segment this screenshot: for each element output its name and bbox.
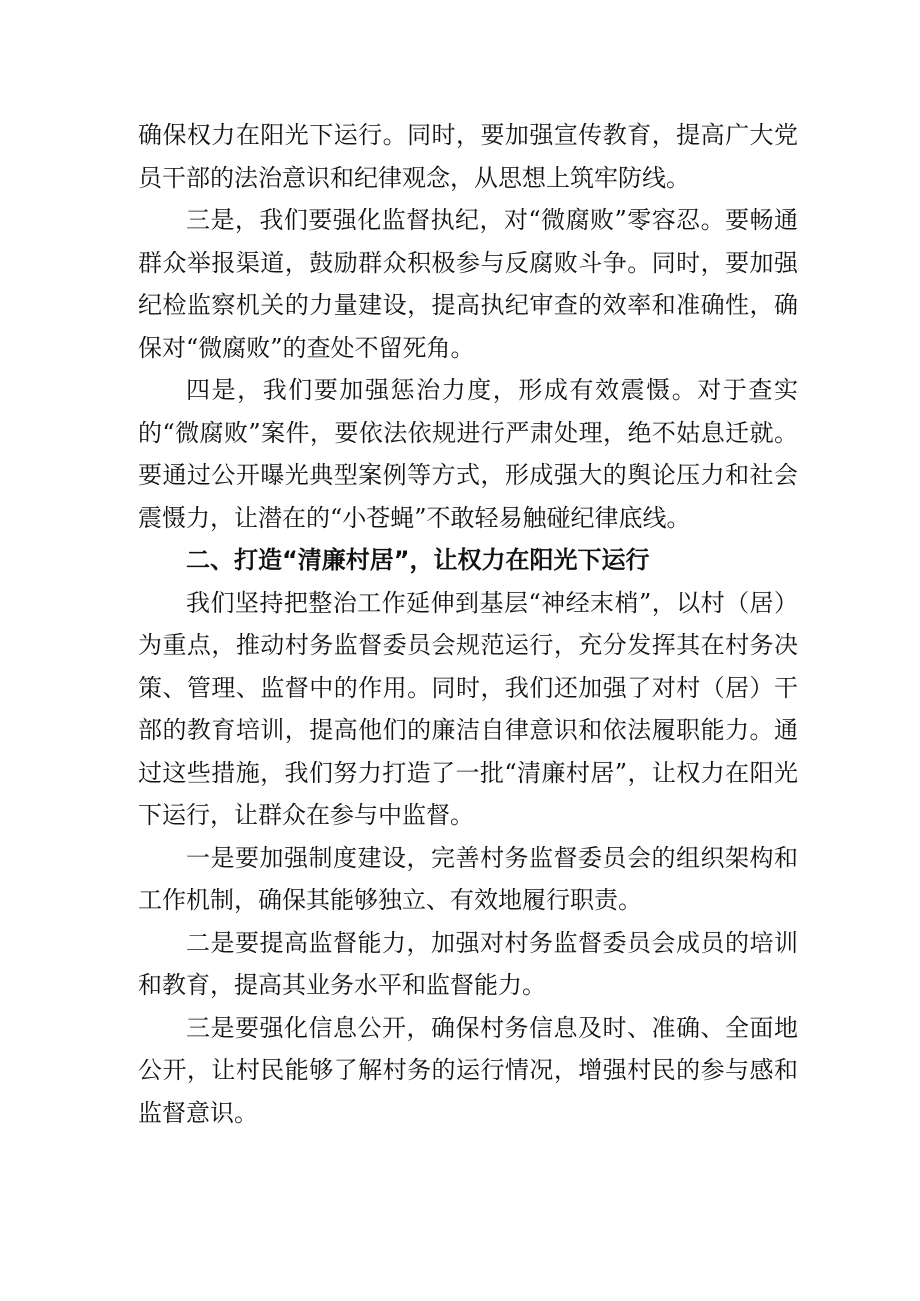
paragraph-continuation: 确保权力在阳光下运行。同时，要加强宣传教育，提高广大党员干部的法治意识和纪律观念，从思想上筑牢防线。 [138, 121, 798, 192]
paragraph-point-three-supervision: 三是，我们要强化监督执纪，对“微腐败”零容忍。要畅通群众举报渠道，鼓励群众积极参与反腐败斗争。同时，要加强纪检监察机关的力量建设，提高执纪审查的效率和准确性，确保对“微腐败”的查处不留死角。 [138, 206, 798, 362]
paragraph-section-intro: 我们坚持把整治工作延伸到基层“神经末梢”，以村（居）为重点，推动村务监督委员会规范运行，充分发挥其在村务决策、管理、监督中的作用。同时，我们还加强了对村（居）干部的教育培训，提高他们的廉洁自律意识和依法履职能力。通过这些措施，我们努力打造了一批“清廉村居”，让权力在阳光下运行，让群众在参与中监督。 [138, 588, 798, 829]
paragraph-item-two-capability: 二是要提高监督能力，加强对村务监督委员会成员的培训和教育，提高其业务水平和监督能力。 [138, 928, 798, 999]
paragraph-point-four-punishment: 四是，我们要加强惩治力度，形成有效震慑。对于查实的“微腐败”案件，要依法依规进行严肃处理，绝不姑息迁就。要通过公开曝光典型案例等方式，形成强大的舆论压力和社会震慑力，让潜在的“小苍蝇”不敢轻易触碰纪律底线。 [138, 376, 798, 532]
document-body [138, 114, 798, 1134]
paragraph-item-three-disclosure: 三是要强化信息公开，确保村务信息及时、准确、全面地公开，让村民能够了解村务的运行情况，增强村民的参与感和监督意识。 [138, 1013, 798, 1127]
section-heading-clean-villages: 二、打造“清廉村居”，让权力在阳光下运行 [186, 546, 650, 574]
paragraph-item-one-system: 一是要加强制度建设，完善村务监督委员会的组织架构和工作机制，确保其能够独立、有效地履行职责。 [138, 843, 798, 914]
